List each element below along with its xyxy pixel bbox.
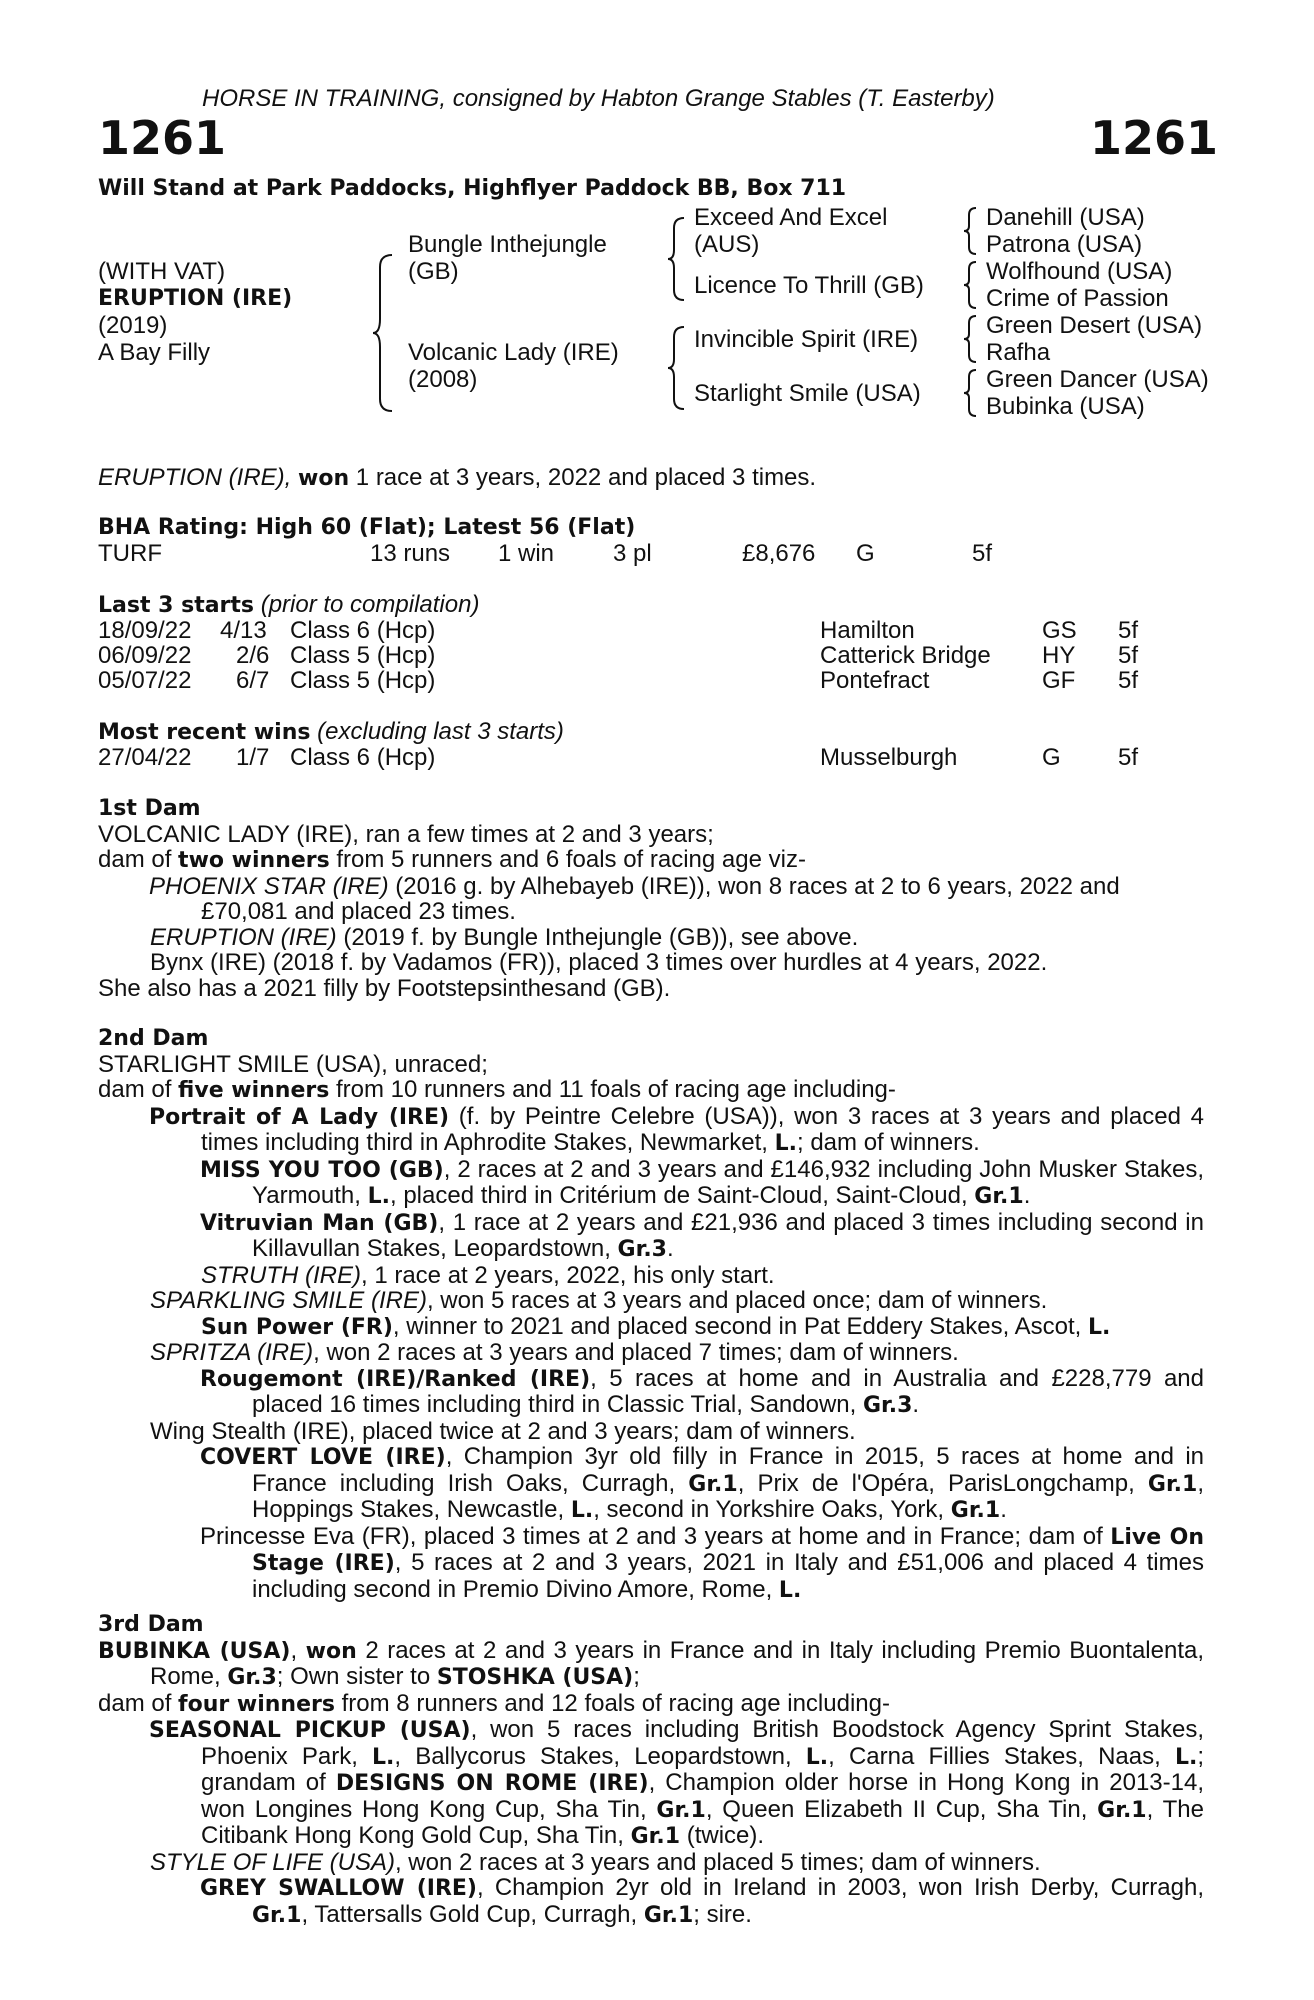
- text-span: dam of: [98, 1076, 179, 1103]
- start-date: 05/07/22: [98, 667, 192, 694]
- gg-dam-3: Rafha: [986, 339, 1051, 366]
- start-race: Class 6 (Hcp): [290, 617, 436, 644]
- first-dam-note: She also has a 2021 filly by Footstepsinthesand (GB).: [98, 974, 671, 1002]
- produce-detail: , 1 race at 2 years, 2022, his only start.: [360, 1261, 775, 1289]
- listed-badge: L.: [805, 1744, 829, 1770]
- last-starts-note: (prior to compilation): [260, 591, 480, 618]
- produce-detail: , Champion 3yr old filly in France in 2015, 5 races at home and in France including Irish Oaks, Curragh,: [252, 1443, 1204, 1497]
- recent-wins-title: Most recent wins: [98, 720, 311, 745]
- rating-earnings: £8,676: [742, 540, 816, 567]
- third-dam-heading: 3rd Dam: [98, 1612, 204, 1637]
- text-span: from 10 runners and 11 foals of racing age including-: [329, 1076, 896, 1103]
- listed-badge: L.: [372, 1744, 395, 1770]
- start-position: 4/13: [220, 617, 267, 644]
- text-span: ; Own sister to: [276, 1663, 437, 1690]
- produce-detail: ; grandam of: [201, 1742, 1204, 1796]
- produce-name: DESIGNS ON ROME (IRE): [335, 1771, 649, 1796]
- win-date: 27/04/22: [98, 744, 192, 771]
- start-position: 6/7: [236, 667, 270, 694]
- race-summary: [98, 465, 816, 492]
- gg-sire-1: Danehill (USA): [986, 204, 1145, 231]
- produce-detail: , Carna Fillies Stakes, Naas,: [828, 1742, 1175, 1770]
- produce-name: Sun Power (FR): [201, 1314, 393, 1340]
- produce-detail: , 2 races at 2 and 3 years and £146,932 including John Musker Stakes, Yarmouth,: [252, 1155, 1204, 1209]
- horse-description: A Bay Filly: [98, 339, 211, 366]
- produce-detail: (f. by Peintre Celebre (USA)), won 3 races at 3 years and placed 4 times including third in Aphrodite Stakes, Newmarket,: [201, 1102, 1204, 1156]
- produce-detail: , won 5 races including British Boodstock Agency Sprint Stakes, Phoenix Park,: [201, 1716, 1204, 1770]
- group-badge: Gr.1: [630, 1824, 681, 1849]
- rating-runs: 13 runs: [370, 540, 451, 567]
- produce-detail: Princesse Eva (FR), placed 3 times at 2 and 3 years at home and in France; dam of: [200, 1522, 1111, 1550]
- produce-entry: [98, 1717, 1204, 1850]
- sister-name: STOSHKA (USA): [436, 1665, 634, 1690]
- lot-number-right: 1261: [1090, 111, 1219, 165]
- first-dam-section: [98, 796, 1204, 1001]
- gg-sire-3: Green Desert (USA): [986, 312, 1203, 339]
- win-position: 1/7: [236, 744, 270, 771]
- gg-dam-4: Bubinka (USA): [986, 393, 1145, 420]
- text-span: dam of: [98, 846, 179, 873]
- produce-detail: , Queen Elizabeth II Cup, Sha Tin,: [705, 1795, 1098, 1823]
- listed-badge: L.: [570, 1498, 594, 1523]
- start-course: Pontefract: [820, 667, 930, 694]
- start-race: Class 5 (Hcp): [290, 667, 436, 694]
- produce-detail: , Prix de l'Opéra, ParisLongchamp,: [737, 1469, 1148, 1497]
- sire-sire-name: Exceed And Excel: [694, 204, 888, 231]
- sire-dam: Licence To Thrill (GB): [694, 272, 924, 299]
- summary-won: won: [298, 466, 350, 491]
- produce-detail: , won 2 races at 3 years and placed 7 times; dam of winners.: [313, 1339, 959, 1366]
- group-badge: Gr.1: [1097, 1797, 1147, 1823]
- third-dam-section: [98, 1612, 1204, 1928]
- win-distance: 5f: [1118, 744, 1139, 771]
- produce-detail: ; sire.: [693, 1900, 752, 1928]
- brace-gen1: [372, 253, 394, 413]
- group-badge: Gr.1: [656, 1797, 706, 1823]
- produce-detail: (2016 g. by Alhebayeb (IRE)), won 8 races at 2 to 6 years, 2022 and £70,081 and placed 23 times.: [201, 872, 1120, 925]
- produce-detail: .: [1023, 1182, 1031, 1209]
- produce-name: MISS YOU TOO (GB): [200, 1157, 444, 1183]
- produce-name: SPARKLING SMILE (IRE): [150, 1287, 427, 1314]
- produce-entry: [98, 874, 1204, 925]
- start-going: GF: [1042, 667, 1076, 694]
- last-starts-title: Last 3 starts: [98, 593, 255, 618]
- group-badge: Gr.1: [688, 1471, 738, 1497]
- group-badge: Gr.1: [1147, 1471, 1198, 1497]
- produce-detail: , The Citibank Hong Kong Gold Cup, Sha Tin,: [201, 1795, 1204, 1849]
- group-badge: Gr.3: [862, 1393, 913, 1418]
- produce-detail: ; dam of winners.: [797, 1129, 980, 1156]
- start-position: 2/6: [236, 642, 270, 669]
- first-dam-line: VOLCANIC LADY (IRE), ran a few times at 2 and 3 years;: [98, 820, 714, 848]
- dam-dam: Starlight Smile (USA): [694, 380, 921, 407]
- produce-detail: .: [912, 1391, 920, 1418]
- produce-name: Live On Stage (IRE): [252, 1524, 1204, 1576]
- produce-detail: , 1 race at 2 years and £21,936 and placed 3 times including second in Killavullan Stakes, Leopardstown,: [252, 1208, 1204, 1262]
- summary-horse: ERUPTION (IRE): [98, 464, 285, 491]
- text-span: ,: [290, 1636, 306, 1664]
- start-race: Class 5 (Hcp): [290, 642, 436, 669]
- produce-detail: (2019 f. by Bungle Inthejungle (GB)), see above.: [336, 923, 859, 951]
- produce-name: STRUTH (IRE): [201, 1261, 361, 1289]
- start-distance: 5f: [1118, 667, 1139, 694]
- produce-entry: [98, 1263, 1204, 1289]
- produce-entry: [98, 1340, 1204, 1366]
- dam-name: BUBINKA (USA): [98, 1638, 291, 1664]
- produce-detail: , won 2 races at 3 years and placed 5 times; dam of winners.: [394, 1848, 1041, 1876]
- produce-name: Portrait of A Lady (IRE): [149, 1104, 450, 1130]
- sire-country: (GB): [408, 258, 459, 285]
- produce-detail: , Champion older horse in Hong Kong in 2013-14, won Longines Hong Kong Cup, Sha Tin,: [201, 1769, 1205, 1823]
- second-dam-line: STARLIGHT SMILE (USA), unraced;: [98, 1050, 488, 1078]
- dam-name: Volcanic Lady (IRE): [408, 339, 619, 366]
- winners-count: two winners: [178, 848, 330, 873]
- produce-name: Vitruvian Man (GB): [200, 1210, 439, 1236]
- produce-detail: , Champion 2yr old in Ireland in 2003, won Irish Derby, Curragh,: [476, 1874, 1204, 1901]
- produce-detail: , placed third in Critérium de Saint-Cloud, Saint-Cloud,: [390, 1182, 975, 1209]
- listed-badge: L.: [367, 1184, 390, 1209]
- produce-name: Rougemont (IRE)/Ranked (IRE): [200, 1366, 591, 1392]
- consignment-line: HORSE IN TRAINING, consigned by Habton Grange Stables (T. Easterby): [202, 85, 995, 112]
- win-race: Class 6 (Hcp): [290, 744, 436, 771]
- brace-sire-side: [666, 216, 686, 302]
- brace-g3-1: [962, 206, 978, 256]
- start-going: HY: [1042, 642, 1076, 669]
- group-badge: Gr.1: [252, 1902, 302, 1928]
- recent-wins-note: (excluding last 3 starts): [317, 718, 564, 745]
- produce-entry: [98, 925, 1204, 951]
- group-badge: Gr.1: [643, 1902, 694, 1928]
- produce-detail: .: [1000, 1496, 1007, 1523]
- horse-year: (2019): [98, 312, 168, 339]
- summary-comma: ,: [284, 464, 292, 491]
- text-span: from 5 runners and 6 foals of racing age viz-: [329, 846, 806, 873]
- produce-entry: [98, 1157, 1204, 1210]
- produce-name: GREY SWALLOW (IRE): [200, 1876, 477, 1901]
- listed-badge: L.: [774, 1131, 797, 1156]
- dam-sire: Invincible Spirit (IRE): [694, 326, 919, 353]
- group-badge: Gr.1: [950, 1498, 1001, 1523]
- produce-entry: [98, 1875, 1204, 1928]
- horse-name: ERUPTION (IRE): [98, 286, 293, 311]
- produce-detail: , winner to 2021 and placed second in Pat Eddery Stakes, Ascot,: [392, 1312, 1089, 1340]
- start-distance: 5f: [1118, 617, 1139, 644]
- produce-detail: , 5 races at home and in Australia and £228,779 and placed 16 times including third in Classic Trial, Sandown,: [252, 1364, 1204, 1418]
- group-badge: Gr.3: [617, 1237, 667, 1262]
- win-course: Musselburgh: [820, 744, 958, 771]
- produce-detail: , Ballycorus Stakes, Leopardstown,: [394, 1742, 806, 1770]
- start-course: Catterick Bridge: [820, 642, 991, 669]
- produce-entry: [98, 1366, 1204, 1419]
- produce-entry: Bynx (IRE) (2018 f. by Vadamos (FR)), placed 3 times over hurdles at 4 years, 2022.: [150, 949, 1048, 976]
- rating-distance: 5f: [972, 540, 993, 567]
- produce-detail: , Tattersalls Gold Cup, Curragh,: [301, 1900, 644, 1928]
- winners-count: five winners: [178, 1078, 330, 1103]
- gg-sire-4: Green Dancer (USA): [986, 366, 1209, 393]
- vat-note: (WITH VAT): [98, 258, 226, 285]
- brace-g3-2: [962, 260, 978, 310]
- produce-entry: [98, 1444, 1204, 1524]
- dam-year: (2008): [408, 366, 478, 393]
- won-label: won: [305, 1638, 357, 1664]
- lot-number-left: 1261: [98, 111, 227, 165]
- second-dam-heading: 2nd Dam: [98, 1026, 209, 1051]
- first-dam-heading: 1st Dam: [98, 796, 201, 821]
- bha-rating-heading: BHA Rating: High 60 (Flat); Latest 56 (Flat): [98, 515, 636, 540]
- sire-name: Bungle Inthejungle: [408, 231, 607, 258]
- start-date: 06/09/22: [98, 642, 192, 669]
- stand-location: Will Stand at Park Paddocks, Highflyer Paddock BB, Box 711: [98, 176, 847, 201]
- gg-sire-2: Wolfhound (USA): [986, 258, 1173, 285]
- gg-dam-2: Crime of Passion: [986, 285, 1169, 312]
- listed-badge: L.: [778, 1577, 802, 1603]
- text-span: dam of: [98, 1689, 179, 1717]
- text-span: 2 races at 2 and 3 years in France and in Italy including Premio Buontalenta, Rome,: [150, 1636, 1205, 1690]
- start-distance: 5f: [1118, 642, 1139, 669]
- produce-name: COVERT LOVE (IRE): [200, 1445, 446, 1470]
- listed-badge: L.: [1088, 1314, 1111, 1340]
- group-badge: Gr.3: [227, 1665, 277, 1690]
- start-going: GS: [1042, 617, 1077, 644]
- produce-detail: , second in Yorkshire Oaks, York,: [593, 1496, 951, 1523]
- produce-entry: [98, 1104, 1204, 1157]
- produce-name: SPRITZA (IRE): [150, 1339, 314, 1366]
- produce-detail: , won 5 races at 3 years and placed once; dam of winners.: [426, 1287, 1048, 1314]
- start-course: Hamilton: [820, 617, 915, 644]
- produce-entry: [98, 1288, 1204, 1314]
- third-dam-produce-summary: [98, 1691, 1204, 1718]
- second-dam-produce-summary: [98, 1077, 1204, 1104]
- produce-detail: , Hoppings Stakes, Newcastle,: [252, 1469, 1204, 1523]
- gg-dam-1: Patrona (USA): [986, 231, 1143, 258]
- produce-entry: [98, 1210, 1204, 1263]
- sire-sire-country: (AUS): [694, 231, 760, 258]
- text-span: ;: [633, 1663, 640, 1690]
- rating-wins: 1 win: [498, 540, 555, 567]
- winners-count: four winners: [178, 1691, 335, 1717]
- brace-g3-4: [962, 368, 978, 418]
- produce-detail: , 5 races at 2 and 3 years, 2021 in Italy and £51,006 and placed 4 times including second in Premio Divino Amore, Rome,: [252, 1549, 1204, 1603]
- group-badge: Gr.1: [974, 1184, 1024, 1209]
- first-dam-produce-summary: [98, 847, 1204, 874]
- brace-g3-3: [962, 314, 978, 364]
- win-going: G: [1042, 744, 1061, 771]
- brace-dam-side: [666, 325, 686, 411]
- produce-detail: .: [666, 1235, 674, 1262]
- rating-going: G: [856, 540, 875, 567]
- summary-rest: 1 race at 3 years, 2022 and placed 3 times.: [355, 464, 817, 491]
- produce-entry: [98, 1524, 1204, 1604]
- produce-name: SEASONAL PICKUP (USA): [149, 1718, 471, 1743]
- produce-entry: [98, 1314, 1204, 1341]
- start-date: 18/09/22: [98, 617, 192, 644]
- produce-entry: [98, 1850, 1204, 1876]
- produce-name: ERUPTION (IRE): [150, 923, 337, 951]
- recent-wins-heading: [98, 719, 564, 746]
- produce-detail: (twice).: [680, 1822, 765, 1849]
- text-span: from 8 runners and 12 foals of racing age including-: [334, 1689, 890, 1717]
- produce-name: STYLE OF LIFE (USA): [150, 1848, 395, 1876]
- listed-badge: L.: [1174, 1744, 1198, 1770]
- third-dam-line: [98, 1638, 1204, 1691]
- produce-name: PHOENIX STAR (IRE): [149, 872, 389, 900]
- rating-placed: 3 pl: [613, 540, 652, 567]
- last-starts-heading: [98, 592, 479, 619]
- produce-entry: Wing Stealth (IRE), placed twice at 2 and 3 years; dam of winners.: [150, 1417, 856, 1445]
- rating-surface: TURF: [98, 540, 162, 567]
- second-dam-section: [98, 1026, 1204, 1603]
